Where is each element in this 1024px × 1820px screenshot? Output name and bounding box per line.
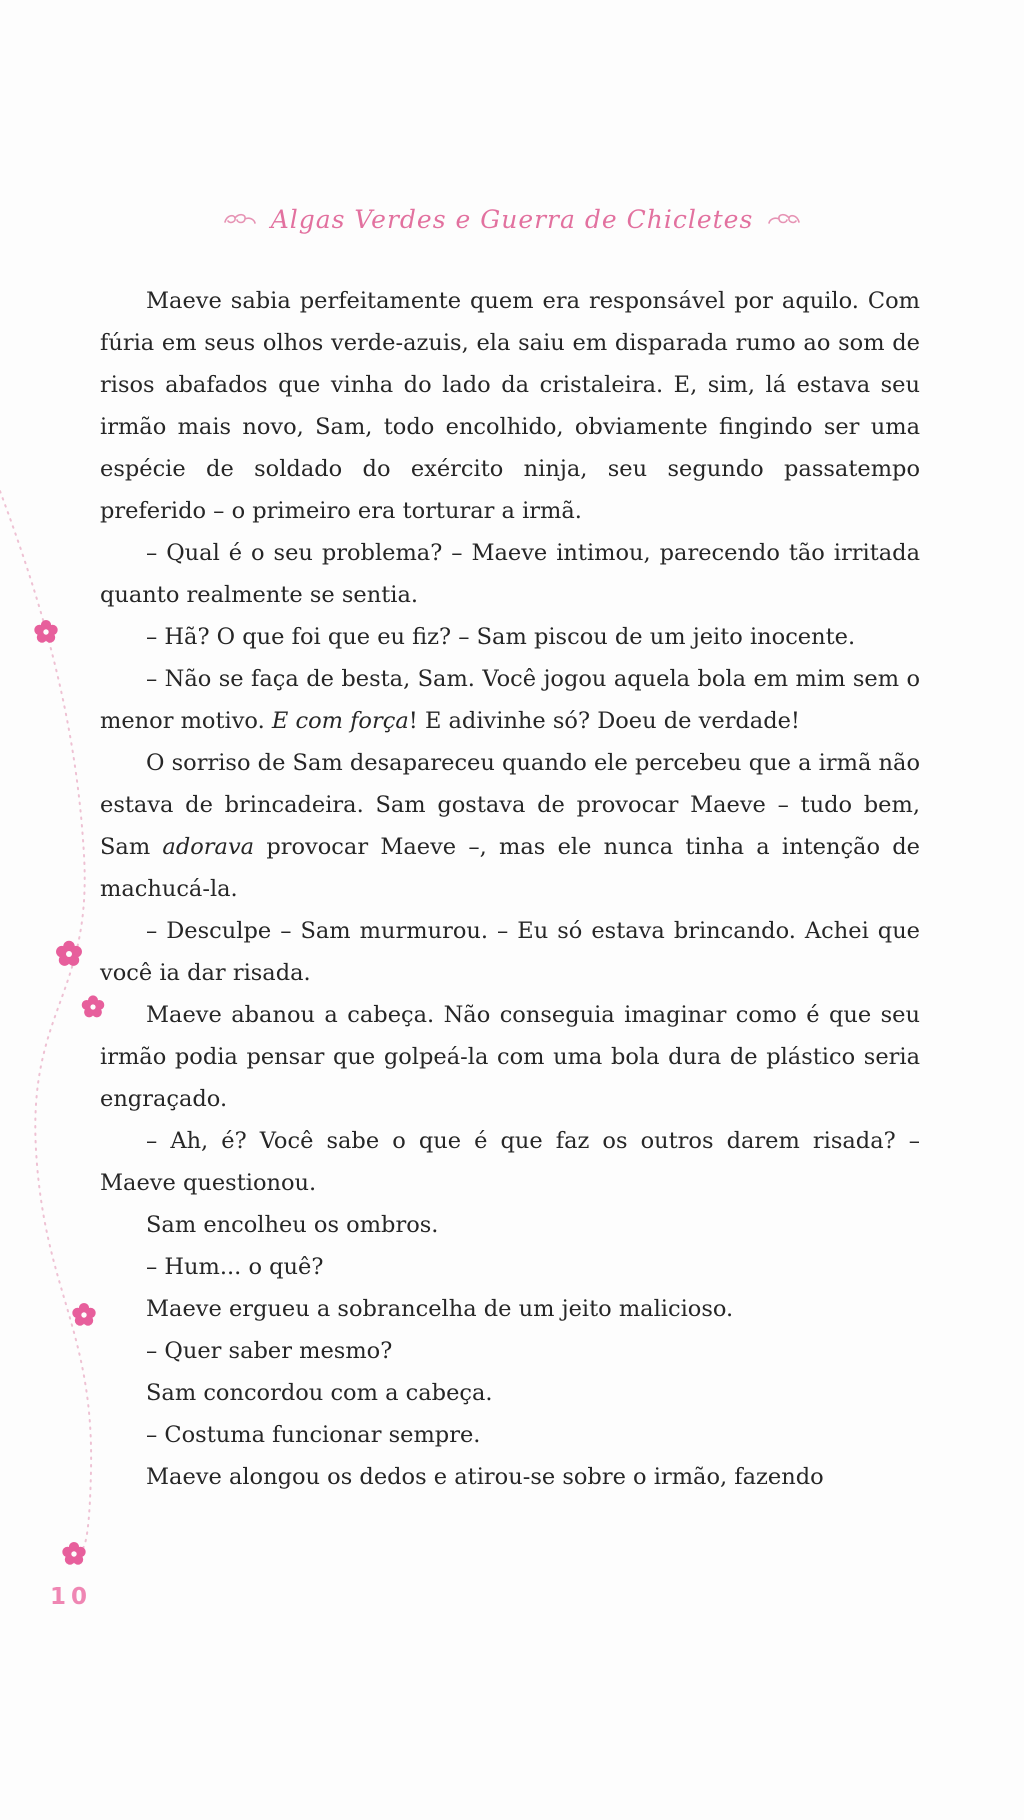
flower-icon <box>70 1301 98 1329</box>
text-run: ! E adivinhe só? Doeu de verdade! <box>408 708 800 734</box>
flower-icon <box>32 618 60 646</box>
text-run: – Costuma funcionar sempre. <box>146 1422 481 1448</box>
paragraph <box>100 1288 920 1330</box>
text-run: Sam concordou com a cabeça. <box>146 1380 493 1406</box>
text-run: – Hã? O que foi que eu fiz? – Sam piscou de um jeito inocente. <box>146 624 856 650</box>
paragraph <box>100 532 920 616</box>
text-run: – Hum... o quê? <box>146 1254 324 1280</box>
paragraph <box>100 1456 920 1498</box>
header-flourish-left-icon <box>223 209 257 229</box>
running-head <box>0 196 1024 242</box>
italic-run: adorava <box>162 834 255 860</box>
text-run: provocar Maeve –, mas ele nunca tinha a intenção de machucá-la. <box>100 834 920 902</box>
text-run: Maeve sabia perfeitamente quem era responsável por aquilo. Com fúria em seus olhos verde-azuis, ela saiu em disparada rumo ao som de risos abafados que vinha do lado da cristaleira. E, sim, lá estava seu irmão mais novo, Sam, todo encolhido, obviamente fingindo ser uma espécie de soldado do exército ninja, seu segundo passatempo preferido – o primeiro era torturar a irmã. <box>100 288 920 524</box>
text-run: Sam encolheu os ombros. <box>146 1212 439 1238</box>
paragraph <box>100 742 920 910</box>
chapter-running-title: Algas Verdes e Guerra de Chicletes <box>270 204 754 234</box>
paragraph <box>100 280 920 532</box>
text-run: – Quer saber mesmo? <box>146 1338 393 1364</box>
header-flourish-right-icon <box>767 209 801 229</box>
text-run: – Ah, é? Você sabe o que é que faz os outros darem risada? – Maeve questionou. <box>100 1128 920 1196</box>
text-run: – Desculpe – Sam murmurou. – Eu só estava brincando. Achei que você ia dar risada. <box>100 918 920 986</box>
paragraph <box>100 1372 920 1414</box>
text-run: Maeve ergueu a sobrancelha de um jeito malicioso. <box>146 1296 734 1322</box>
page-number: 10 <box>50 1584 93 1610</box>
flower-icon <box>54 939 85 970</box>
paragraph <box>100 1246 920 1288</box>
paragraph <box>100 1414 920 1456</box>
body-text <box>100 280 920 1498</box>
italic-run: E com força <box>271 708 409 734</box>
text-run: – Não se faça de besta, Sam. Você jogou aquela bola em mim sem o menor motivo. <box>100 666 920 734</box>
paragraph <box>100 1330 920 1372</box>
paragraph <box>100 994 920 1120</box>
paragraph <box>100 1204 920 1246</box>
paragraph <box>100 658 920 742</box>
text-run: – Qual é o seu problema? – Maeve intimou, parecendo tão irritada quanto realmente se sentia. <box>100 540 920 608</box>
paragraph <box>100 1120 920 1204</box>
text-run: O sorriso de Sam desapareceu quando ele percebeu que a irmã não estava de brincadeira. Sam gostava de provocar Maeve – tudo bem, Sam <box>100 750 920 860</box>
text-run: Maeve alongou os dedos e atirou-se sobre o irmão, fazendo <box>146 1464 824 1490</box>
paragraph <box>100 910 920 994</box>
paragraph <box>100 616 920 658</box>
text-run: Maeve abanou a cabeça. Não conseguia imaginar como é que seu irmão podia pensar que golpeá-la com uma bola dura de plástico seria engraçado. <box>100 1002 920 1112</box>
flower-icon <box>60 1540 88 1568</box>
